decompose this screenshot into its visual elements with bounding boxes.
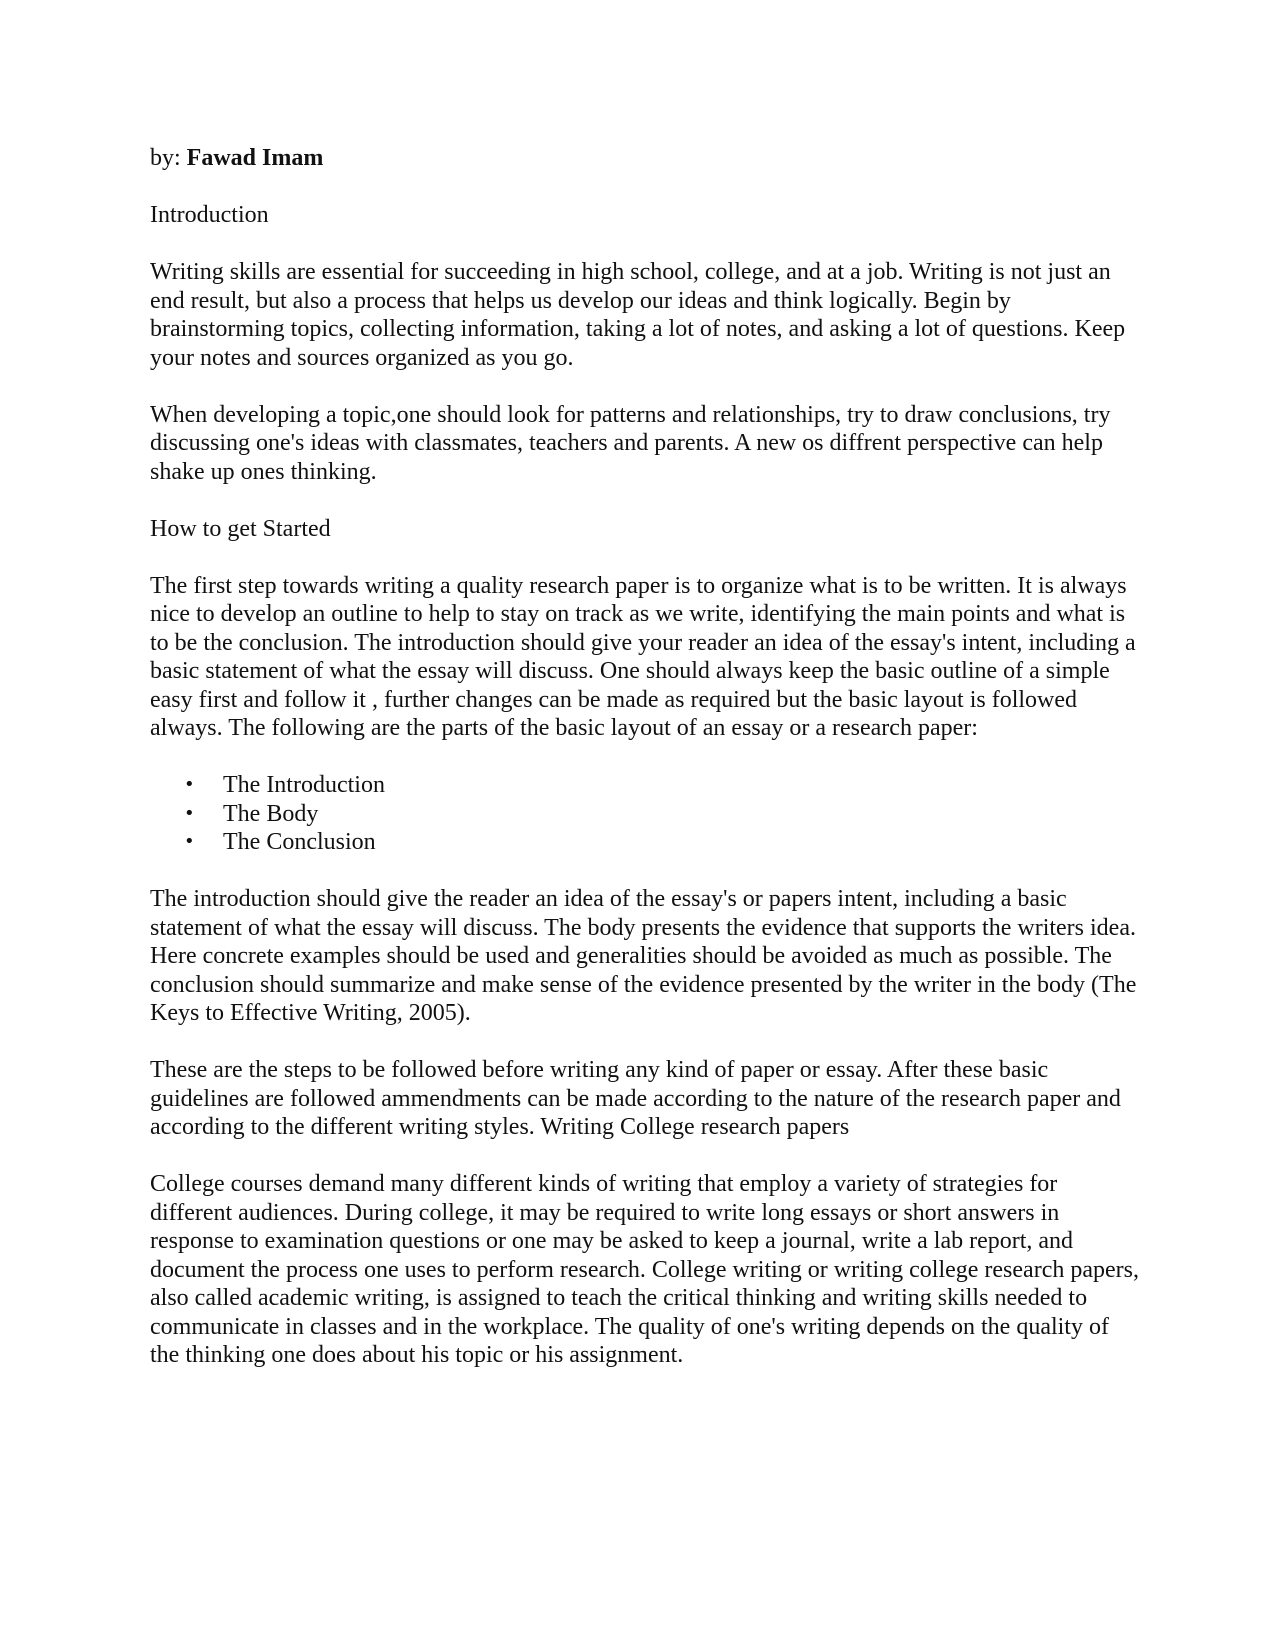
list-item <box>150 800 1140 829</box>
section-heading-introduction: Introduction <box>150 202 269 228</box>
list-item-label: The Introduction <box>223 772 385 798</box>
bullet-icon: • <box>184 774 195 795</box>
paragraph-start-2: The introduction should give the reader an idea of the essay's or papers intent, including a basic statement of what the essay will discuss. The body presents the evidence that supports the writers idea. Here concrete examples should be used and generalities should be avoided as much as possible. The conclusion should summarize and make sense of the evidence presented by the writer in the body (The Keys to Effective Writing, 2005). <box>150 886 1137 1026</box>
list-item-label: The Body <box>223 800 319 827</box>
document-body <box>150 144 1140 1398</box>
byline-prefix: by: <box>150 145 187 171</box>
paragraph-start-3: These are the steps to be followed before writing any kind of paper or essay. After these basic guidelines are followed ammendments can be made according to the nature of the research paper and according to the different writing styles. Writing College research papers <box>150 1057 1121 1140</box>
author-name: Fawad Imam <box>186 145 324 171</box>
paragraph-college-1: College courses demand many different kinds of writing that employ a variety of strategies for different audiences. During college, it may be required to write long essays or short answers in response to examination questions or one may be asked to keep a journal, write a lab report, and document the process one uses to perform research. College writing or writing college research papers, also called academic writing, is assigned to teach the critical thinking and writing skills needed to communicate in classes and in the workplace. The quality of one's writing depends on the quality of the thinking one does about his topic or his assignment. <box>150 1171 1139 1368</box>
bullet-icon: • <box>184 802 195 824</box>
list-item <box>150 771 1140 800</box>
essay-parts-list <box>150 771 1140 857</box>
paragraph-start-1: The first step towards writing a quality research paper is to organize what is to be written. It is always nice to develop an outline to help to stay on track as we write, identifying the main points and what is to be the conclusion. The introduction should give your reader an idea of the essay's intent, including a basic statement of what the essay will discuss. One should always keep the basic outline of a simple easy first and follow it , further changes can be made as required but the basic layout is followed always. The following are the parts of the basic layout of an essay or a research paper: <box>150 572 1136 741</box>
list-item-label: The Conclusion <box>223 829 376 855</box>
bullet-icon: • <box>184 831 195 852</box>
paragraph-intro-2: When developing a topic,one should look for patterns and relationships, try to draw conclusions, try discussing one's ideas with classmates, teachers and parents. A new os diffrent perspective can help shake up ones thinking. <box>150 401 1111 485</box>
paragraph-intro-1: Writing skills are essential for succeeding in high school, college, and at a job. Writing is not just an end result, but also a process that helps us develop our ideas and think logically. Begin by brainstorming topics, collecting information, taking a lot of notes, and asking a lot of questions. Keep your notes and sources organized as you go. <box>150 259 1126 371</box>
section-heading-how-to-get-started: How to get Started <box>150 515 331 542</box>
byline <box>150 144 1140 173</box>
list-item <box>150 828 1140 857</box>
